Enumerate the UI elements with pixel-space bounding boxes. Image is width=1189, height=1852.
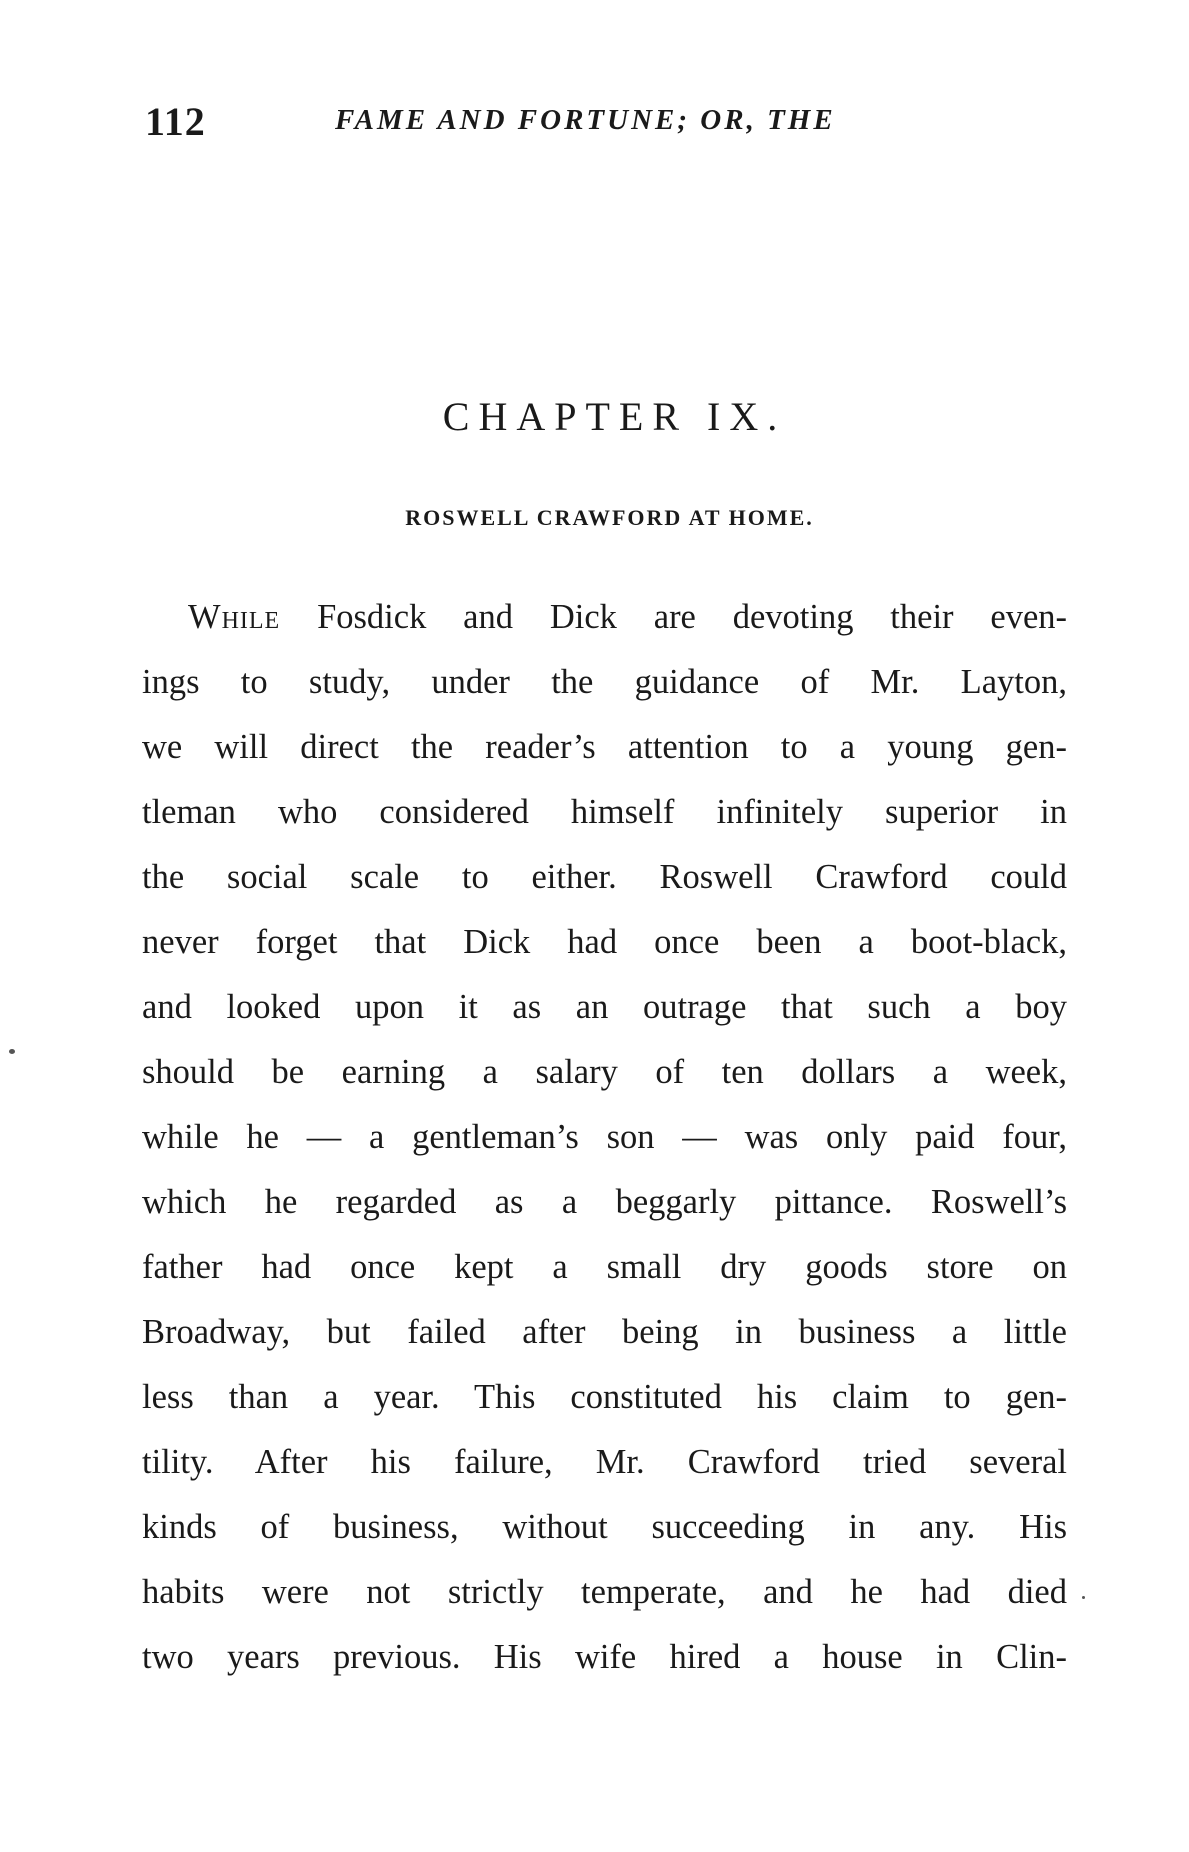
body-paragraph	[142, 585, 1067, 1690]
text-line-2: ings to study, under the guidance of Mr. Layton,	[142, 663, 1067, 701]
text-line-12: Broadway, but failed after being in business a little	[142, 1313, 1067, 1351]
text-line-3: we will direct the reader’s attention to a young gen-	[142, 728, 1067, 766]
margin-speck	[9, 1049, 15, 1054]
text-line-15: kinds of business, without succeeding in any. His	[142, 1508, 1067, 1546]
text-line-7: and looked upon it as an outrage that such a boy	[142, 988, 1067, 1026]
text-line-1	[142, 585, 1067, 650]
chapter-title: CHAPTER IX.	[442, 394, 787, 439]
opening-word: While	[188, 598, 281, 636]
text-line-6: never forget that Dick had once been a boot-black,	[142, 923, 1067, 961]
text-line-8: should be earning a salary of ten dollars a week,	[142, 1053, 1067, 1091]
text-line-1-rest: Fosdick and Dick are devoting their even-	[280, 598, 1067, 636]
text-line-5: the social scale to either. Roswell Crawford could	[142, 858, 1067, 896]
text-line-17: two years previous. His wife hired a house in Clin-	[142, 1638, 1067, 1676]
chapter-subtitle: ROSWELL CRAWFORD AT HOME.	[405, 505, 814, 530]
text-line-10: which he regarded as a beggarly pittance. Roswell’s	[142, 1183, 1067, 1221]
text-line-16: habits were not strictly temperate, and he had died	[142, 1573, 1067, 1611]
text-line-9: while he — a gentleman’s son — was only paid four,	[142, 1118, 1067, 1156]
running-head: FAME AND FORTUNE; OR, THE	[335, 104, 836, 136]
text-line-4: tleman who considered himself infinitely superior in	[142, 793, 1067, 831]
margin-speck	[1082, 1596, 1085, 1599]
text-line-13: less than a year. This constituted his claim to gen-	[142, 1378, 1067, 1416]
text-line-14: tility. After his failure, Mr. Crawford tried several	[142, 1443, 1067, 1481]
page-number: 112	[145, 99, 206, 144]
text-line-11: father had once kept a small dry goods store on	[142, 1248, 1067, 1286]
